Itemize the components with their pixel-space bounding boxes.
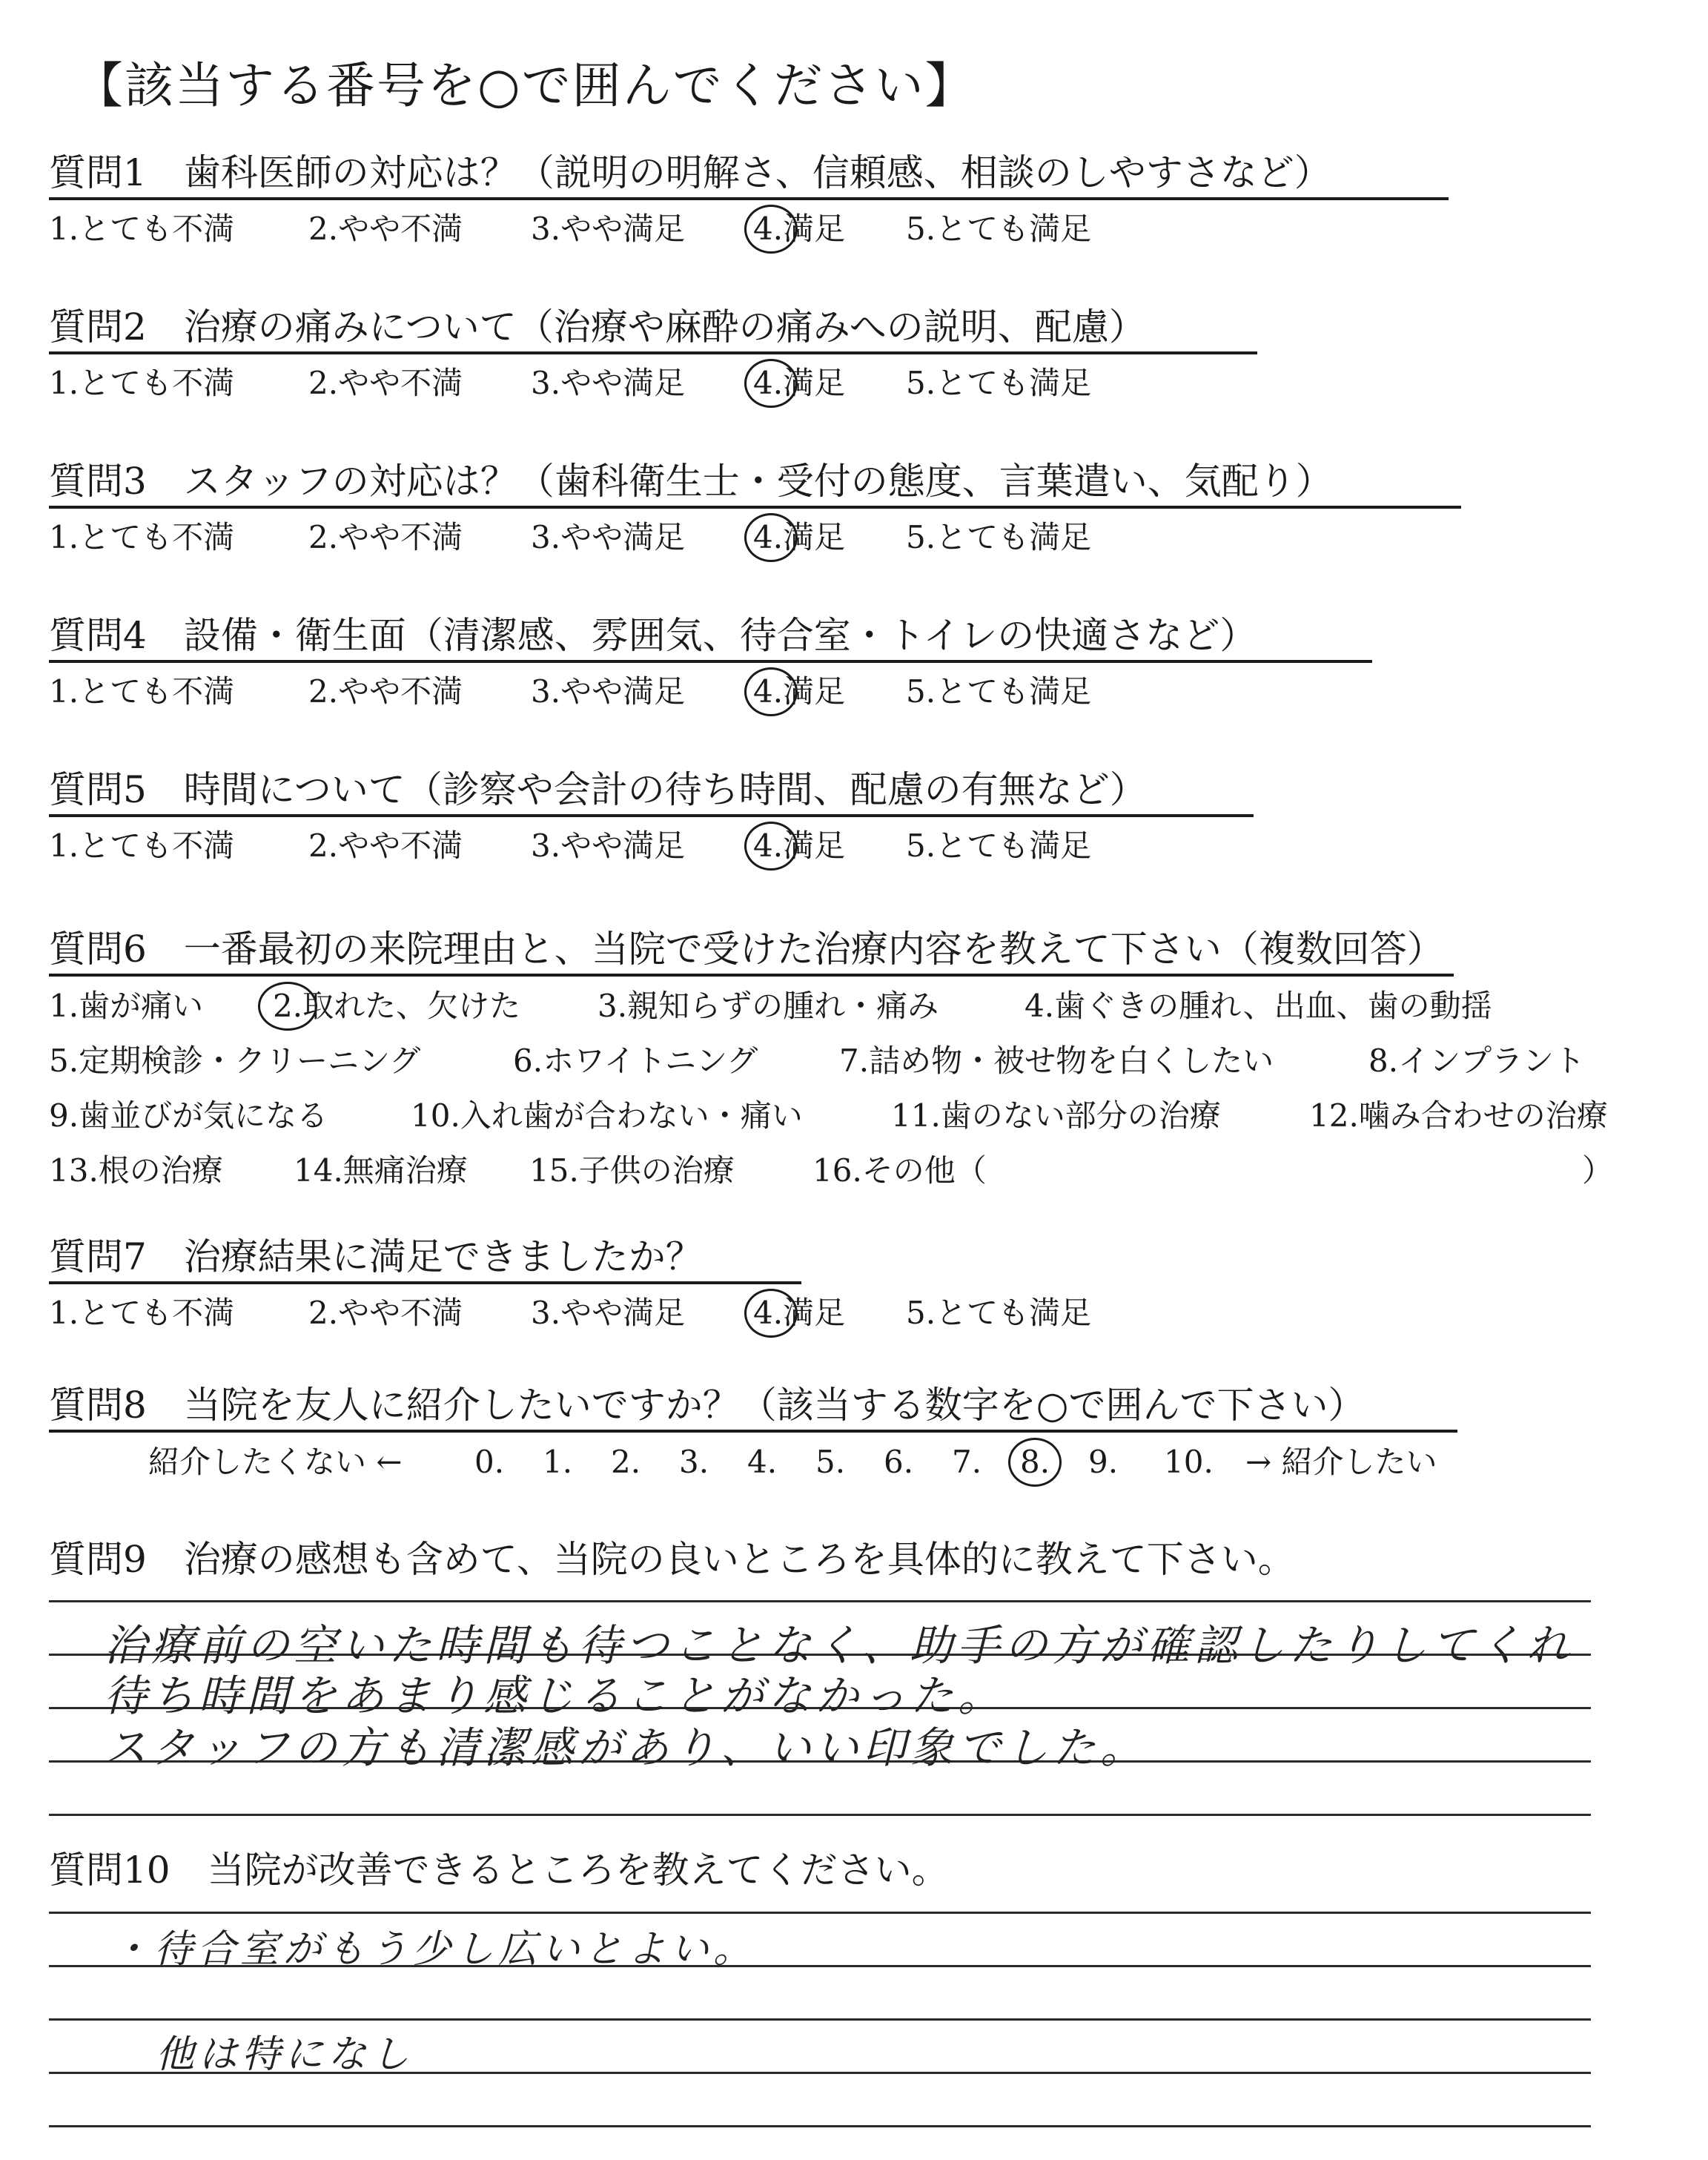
q6-option-6[interactable]: 6.ホワイトニング xyxy=(513,1043,758,1079)
q6-underline xyxy=(49,974,1454,977)
q5-option-1[interactable]: 1.とても不満 xyxy=(49,828,235,864)
q8-value-10[interactable]: 10. xyxy=(1164,1444,1214,1480)
q7-underline xyxy=(49,1281,801,1284)
q6-option-15[interactable]: 15.子供の治療 xyxy=(529,1152,735,1189)
q4-option-3[interactable]: 3.やや満足 xyxy=(531,673,686,710)
q1-option-2[interactable]: 2.やや不満 xyxy=(308,211,463,247)
q6-option-4[interactable]: 4.歯ぐきの腫れ、出血、歯の動揺 xyxy=(1025,988,1492,1024)
q10-handwritten-line-2: 他は特になし xyxy=(156,2032,414,2077)
q7-option-5[interactable]: 5.とても満足 xyxy=(906,1295,1092,1331)
q10-handwritten-line-1: ・待合室がもう少し広いとよい。 xyxy=(111,1927,757,1972)
q4-options xyxy=(49,673,1235,721)
q8-value-1[interactable]: 1. xyxy=(543,1444,573,1480)
q6-option-10[interactable]: 10.入れ歯が合わない・痛い xyxy=(411,1097,803,1134)
q1-underline xyxy=(49,197,1449,200)
q2-option-5[interactable]: 5.とても満足 xyxy=(906,365,1092,401)
q8-value-8[interactable]: 8. xyxy=(1020,1444,1050,1480)
q9-handwritten-line-3: スタッフの方も清潔感があり、いい印象でした。 xyxy=(104,1723,1148,1773)
q2-option-2[interactable]: 2.やや不満 xyxy=(308,365,463,401)
q2-options xyxy=(49,365,1235,412)
q8-selected-circle xyxy=(1008,1438,1062,1487)
q8-value-2[interactable]: 2. xyxy=(611,1444,641,1480)
q8-scale xyxy=(148,1444,1483,1491)
q6-option-16[interactable]: 16.その他（ xyxy=(812,1152,987,1189)
q6-option-9[interactable]: 9.歯並びが気になる xyxy=(49,1097,328,1134)
q3-underline xyxy=(49,506,1461,509)
q4-underline xyxy=(49,660,1372,663)
q3-heading: 質問3 スタッフの対応は？（歯科衛生士・受付の態度、言葉遣い、気配り） xyxy=(49,460,1333,503)
q9-handwritten-line-1: 治療前の空いた時間も待つことなく、助手の方が確認したりしてくれ xyxy=(104,1620,1574,1671)
q6-option-14[interactable]: 14.無痛治療 xyxy=(294,1152,468,1189)
q9-heading: 質問9 治療の感想も含めて、当院の良いところを具体的に教えて下さい。 xyxy=(49,1538,1295,1581)
q6-option-7[interactable]: 7.詰め物・被せ物を白くしたい xyxy=(839,1043,1274,1079)
q1-option-4[interactable]: 4.満足 xyxy=(753,211,846,247)
q10-answer-line-5 xyxy=(49,2125,1591,2127)
q5-heading: 質問5 時間について（診察や会計の待ち時間、配慮の有無など） xyxy=(49,768,1147,811)
q7-option-2[interactable]: 2.やや不満 xyxy=(308,1295,463,1331)
q6-other-close: ） xyxy=(1582,1152,1614,1189)
q3-option-3[interactable]: 3.やや満足 xyxy=(531,519,686,555)
q4-heading: 質問4 設備・衛生面（清潔感、雰囲気、待合室・トイレの快適さなど） xyxy=(49,614,1257,657)
q4-option-5[interactable]: 5.とても満足 xyxy=(906,673,1092,710)
q2-selected-circle xyxy=(744,359,798,408)
q9-answer-line-5 xyxy=(49,1814,1591,1816)
q8-scale-low-label: 紹介したくない ← xyxy=(148,1444,403,1480)
q8-value-4[interactable]: 4. xyxy=(747,1444,778,1480)
q3-option-5[interactable]: 5.とても満足 xyxy=(906,519,1092,555)
q10-answer-line-1 xyxy=(49,1912,1591,1914)
q10-answer-line-3 xyxy=(49,2018,1591,2021)
q6-option-1[interactable]: 1.歯が痛い xyxy=(49,988,204,1024)
q4-option-2[interactable]: 2.やや不満 xyxy=(308,673,463,710)
q3-option-4[interactable]: 4.満足 xyxy=(753,519,846,555)
q8-value-0[interactable]: 0. xyxy=(474,1444,505,1480)
q1-option-5[interactable]: 5.とても満足 xyxy=(906,211,1092,247)
q8-heading: 質問8 当院を友人に紹介したいですか？（該当する数字を○で囲んで下さい） xyxy=(49,1384,1366,1427)
q2-option-4[interactable]: 4.満足 xyxy=(753,365,846,401)
q6-option-5[interactable]: 5.定期検診・クリーニング xyxy=(49,1043,421,1079)
q5-selected-circle xyxy=(744,822,798,871)
q2-underline xyxy=(49,351,1257,354)
q2-heading: 質問2 治療の痛みについて（治療や麻酔の痛みへの説明、配慮） xyxy=(49,305,1146,349)
q5-options xyxy=(49,830,1235,875)
q6-option-2[interactable]: 2.取れた、欠けた xyxy=(273,988,521,1024)
q7-options xyxy=(49,1295,1235,1342)
q8-value-9[interactable]: 9. xyxy=(1088,1444,1119,1480)
q6-heading: 質問6 一番最初の来院理由と、当院で受けた治療内容を教えて下さい（複数回答） xyxy=(49,928,1444,971)
q2-option-3[interactable]: 3.やや満足 xyxy=(531,365,686,401)
q6-option-11[interactable]: 11.歯のない部分の治療 xyxy=(891,1097,1221,1134)
q8-underline xyxy=(49,1430,1457,1433)
q1-selected-circle xyxy=(744,205,798,254)
q1-option-1[interactable]: 1.とても不満 xyxy=(49,211,235,247)
q6-option-8[interactable]: 8.インプラント xyxy=(1368,1043,1586,1079)
q1-option-3[interactable]: 3.やや満足 xyxy=(531,211,686,247)
q8-value-7[interactable]: 7. xyxy=(952,1444,982,1480)
q3-option-1[interactable]: 1.とても不満 xyxy=(49,519,235,555)
q9-answer-line-1 xyxy=(49,1600,1591,1602)
q4-option-1[interactable]: 1.とても不満 xyxy=(49,673,235,710)
q5-underline xyxy=(49,814,1254,817)
q1-options xyxy=(49,211,1235,258)
q6-option-13[interactable]: 13.根の治療 xyxy=(49,1152,223,1189)
q6-option-3[interactable]: 3.親知らずの腫れ・痛み xyxy=(598,988,939,1024)
form-title: 【該当する番号を○で囲んでください】 xyxy=(74,57,976,114)
q7-option-1[interactable]: 1.とても不満 xyxy=(49,1295,235,1331)
q8-value-3[interactable]: 3. xyxy=(679,1444,709,1480)
q8-value-5[interactable]: 5. xyxy=(815,1444,846,1480)
q7-option-3[interactable]: 3.やや満足 xyxy=(531,1295,686,1331)
q4-selected-circle xyxy=(744,667,798,716)
q8-scale-high-label: → 紹介したい xyxy=(1245,1444,1437,1480)
q5-option-2[interactable]: 2.やや不満 xyxy=(308,828,463,864)
q10-heading: 質問10 当院が改善できるところを教えてください。 xyxy=(49,1849,949,1892)
q6-selected-circle xyxy=(258,982,317,1031)
q5-option-5[interactable]: 5.とても満足 xyxy=(906,828,1092,864)
q1-heading: 質問1 歯科医師の対応は？（説明の明解さ、信頼感、相談のしやすさなど） xyxy=(49,151,1331,194)
q4-option-4[interactable]: 4.満足 xyxy=(753,673,846,710)
q5-option-4[interactable]: 4.満足 xyxy=(753,828,846,864)
q9-handwritten-line-2: 待ち時間をあまり感じることがなかった。 xyxy=(104,1671,1006,1721)
q5-option-3[interactable]: 3.やや満足 xyxy=(531,828,686,864)
q6-option-12[interactable]: 12.噛み合わせの治療 xyxy=(1309,1097,1608,1134)
q3-selected-circle xyxy=(744,513,798,562)
q3-option-2[interactable]: 2.やや不満 xyxy=(308,519,463,555)
q7-heading: 質問7 治療結果に満足できましたか？ xyxy=(49,1235,703,1278)
q7-option-4[interactable]: 4.満足 xyxy=(753,1295,846,1331)
q7-selected-circle xyxy=(744,1289,798,1338)
q8-value-6[interactable]: 6. xyxy=(884,1444,914,1480)
q3-options xyxy=(49,519,1235,567)
q6-options xyxy=(49,988,1665,1206)
q2-option-1[interactable]: 1.とても不満 xyxy=(49,365,235,401)
